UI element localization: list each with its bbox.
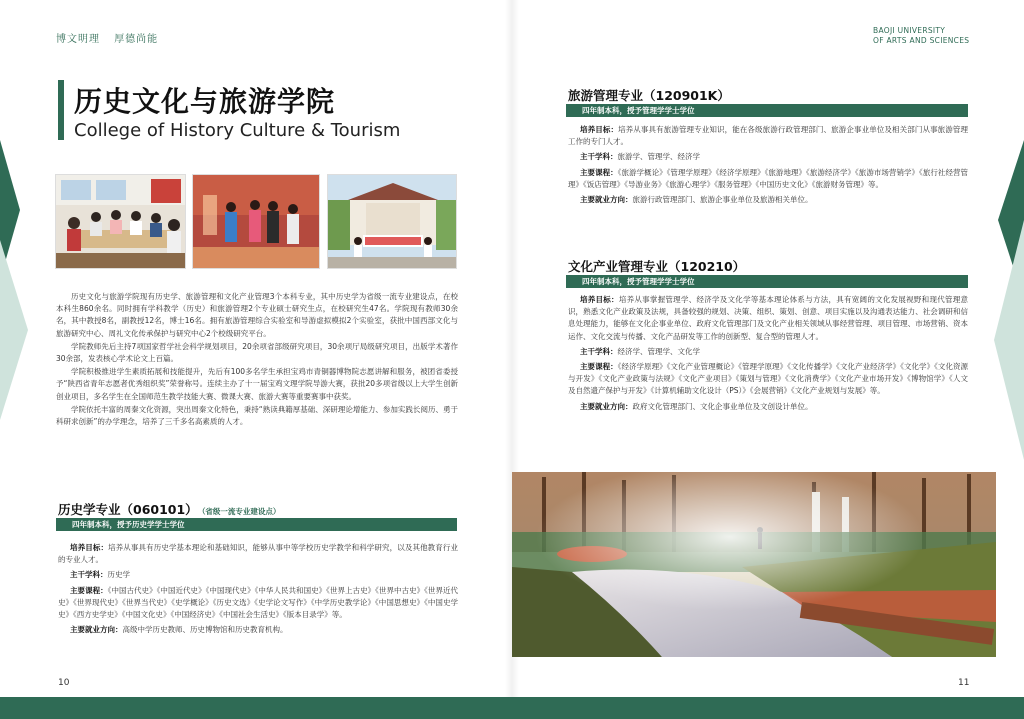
tourism-details [568, 124, 968, 209]
history-major-title [58, 500, 280, 518]
motto-part: 博文明理 [56, 34, 100, 45]
career-text: 高级中学历史教师、历史博物馆和历史教育机构。 [122, 625, 288, 635]
subject-text: 历史学 [107, 570, 130, 580]
courses-label: 主要课程： [580, 362, 618, 372]
career-text: 政府文化管理部门、文化企事业单位及文创设计单位。 [632, 401, 813, 411]
page-number-left: 10 [58, 678, 70, 688]
goal-text: 培养从事具有历史学基本理论和基础知识，能够从事中等学校历史学教学和科学研究，以及其他教育行业的专业人才。 [58, 543, 459, 565]
intro-paragraph: 学院积极推进学生素质拓展和技能提升，先后有100多名学生承担宝鸡市青铜器博物院志愿讲解和服务，被团省委授予“陕西省青年志愿者优秀组织奖”荣誉称号。连续主办了十一届宝鸡文理学院导游大赛，获批20多项省级以上大学生创新创业项目，多名学生在全国师范生教学技能大赛、微课大赛、旅游大赛等重要赛事中获奖。 [56, 367, 458, 401]
subject-text: 经济学、管理学、文化学 [617, 346, 700, 356]
university-line: OF ARTS AND SCIENCES [873, 36, 970, 45]
photo-campus-park [512, 472, 996, 657]
courses-text: 《中国古代史》《中国近代史》《中国现代史》《中华人民共和国史》《世界上古史》《世界中古史》《世界近代史》《世界现代史》《世界当代史》《史学概论》《历史文选》《史学论文写作》《中学历史教学论》《中国思想史》《中国史学史》《西方史学史》《中国文化史》《中国经济史》《中国社会生活史》《版本目录学》等。 [58, 585, 459, 620]
major-note: （省级一流专业建设点） [201, 507, 281, 516]
culture-degree-bar: 四年制本科，授予管理学学士学位 [566, 275, 968, 288]
subject-label: 主干学科： [580, 346, 618, 356]
career-label: 主要就业方向： [70, 625, 123, 635]
photo-classroom [55, 174, 186, 269]
intro-paragraph: 历史文化与旅游学院现有历史学、旅游管理和文化产业管理3个本科专业，其中历史学为省级一流专业建设点，在校本科生860余名。同时拥有学科教学（历史）和旅游管理2个专业硕士研究生点，在校研究生47名。学院现有教师30余名，其中教授8名，副教授12名，博士16名。拥有旅游管理综合实验室和导游虚拟模拟2个实验室，获批中国西部文化与旅游研究中心、周礼文化传承保护与研究中心2个校级研究平台。 [56, 292, 458, 338]
major-name: 历史学专业（060101） [58, 502, 198, 517]
courses-label: 主要课程： [580, 167, 618, 177]
title-accent-bar [58, 80, 64, 140]
history-details [58, 542, 458, 639]
goal-text: 培养从事具有旅游管理专业知识，能在各级旅游行政管理部门、旅游企事业单位及相关部门从事旅游管理工作的专门人才。 [568, 125, 969, 147]
intro-paragraph: 学院依托丰富的周秦文化资源，突出周秦文化特色，秉持“熟读典籍厚基础、深研理论增能力、参加实践长阅历、勇于科研求创新”的办学理念，培养了三千多名高素质的人才。 [56, 404, 458, 427]
motto-part: 厚德尚能 [114, 34, 159, 45]
goal-label: 培养目标： [580, 295, 619, 304]
goal-text: 培养从事掌握管理学、经济学及文化学等基本理论体系与方法，具有宽阔的文化发展视野和现代管理意识，熟悉文化产业政策及法规，具备较强的规划、决策、组织、策划、创意、项目实施以及沟通表达能力、社会调研和信息处理能力，能够在文化企事业单位、政府文化管理部门及文化产业相关领域从事经营管理、项目管理、市场营销、资本运作、文化交流与传播、文化产品研发等工作的创新型、复合型的管理人才。 [568, 295, 968, 341]
career-label: 主要就业方向： [580, 195, 633, 205]
subject-text: 旅游学、管理学、经济学 [617, 152, 700, 162]
page-title: 历史文化与旅游学院 [74, 85, 336, 118]
university-name [873, 26, 969, 46]
left-edge-decoration-light [0, 240, 28, 420]
page-subtitle: College of History Culture & Tourism [74, 120, 401, 141]
page-number-right: 11 [958, 678, 970, 688]
culture-major-title: 文化产业管理专业（120210） [568, 259, 746, 274]
photo-performance [192, 174, 320, 269]
bottom-band [0, 697, 1024, 719]
goal-label: 培养目标： [580, 125, 619, 134]
career-label: 主要就业方向： [580, 401, 633, 411]
tourism-major-title: 旅游管理专业（120901K） [568, 88, 730, 103]
culture-details [568, 294, 968, 416]
tourism-degree-bar: 四年制本科，授予管理学学士学位 [566, 104, 968, 117]
motto [56, 30, 168, 45]
career-text: 旅游行政管理部门、旅游企事业单位及旅游相关单位。 [632, 195, 813, 205]
college-intro [56, 291, 458, 429]
photo-group [327, 174, 457, 269]
university-line: BAOJI UNIVERSITY [873, 26, 946, 35]
subject-label: 主干学科： [580, 152, 618, 162]
courses-text: 《经济学原理》《文化产业管理概论》《管理学原理》《文化传播学》《文化产业经济学》《文化学》《文化资源与开发》《文化产业政策与法规》《文化产业项目》《策划与管理》《文化消费学》《文化产业市场开发》《博物馆学》《人文及自然遗产保护与开发》《计算机辅助文化设计（PS）》《会展营销》《文化产业规划与发展》等。 [568, 362, 969, 396]
intro-paragraph: 学院教师先后主持7项国家哲学社会科学规划项目，20余项省部级研究项目，30余项厅局级研究项目，出版学术著作30余部，发表核心学术论文上百篇。 [56, 341, 458, 364]
history-degree-bar: 四年制本科，授予历史学学士学位 [56, 518, 457, 531]
goal-label: 培养目标： [70, 543, 109, 552]
courses-text: 《旅游学概论》《管理学原理》《经济学原理》《旅游地理》《旅游经济学》《旅游市场营销学》《旅行社经营管理》《饭店管理》《导游业务》《旅游心理学》《服务管理》《中国历史文化》《旅游财务管理》等。 [568, 167, 969, 189]
courses-label: 主要课程： [70, 585, 108, 595]
subject-label: 主干学科： [70, 570, 108, 580]
right-edge-decoration-light [994, 220, 1024, 460]
